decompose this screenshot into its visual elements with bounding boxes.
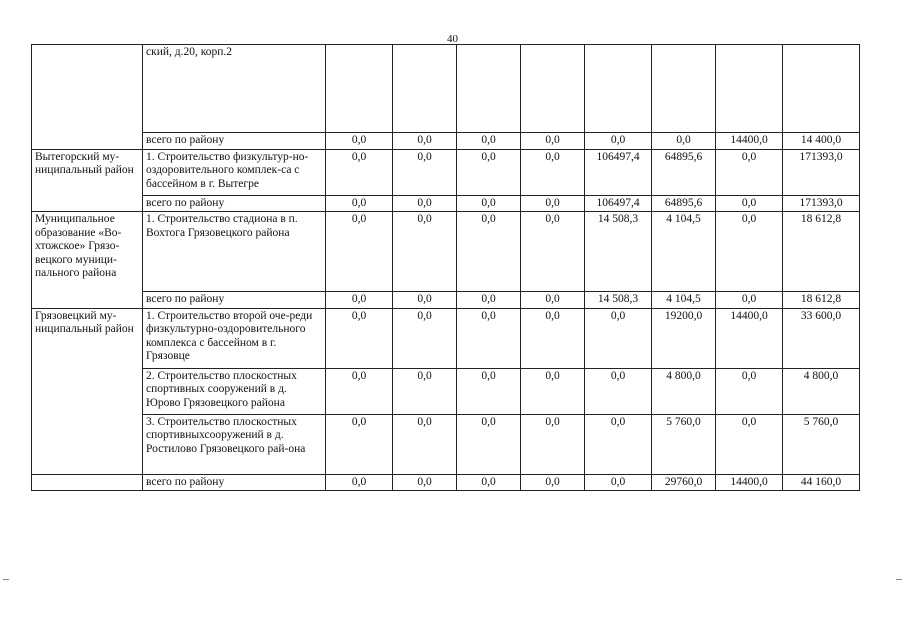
table-row xyxy=(32,45,860,133)
page-number: 40 xyxy=(447,33,458,45)
value-cell: 0,0 xyxy=(326,292,393,309)
value-cell: 0,0 xyxy=(585,414,652,474)
table-row xyxy=(32,149,860,195)
value-cell: 0,0 xyxy=(393,414,457,474)
value-cell: 0,0 xyxy=(326,368,393,414)
value-cell: 0,0 xyxy=(716,368,783,414)
value-cell: 0,0 xyxy=(521,133,585,150)
value-cell: 0,0 xyxy=(716,212,783,292)
value-cell: 0,0 xyxy=(393,212,457,292)
value-cell: 0,0 xyxy=(521,212,585,292)
value-cell: 33 600,0 xyxy=(783,308,860,368)
value-cell: 171393,0 xyxy=(783,149,860,195)
value-cell: 5 760,0 xyxy=(783,414,860,474)
district-cell xyxy=(32,474,143,491)
value-cell: 0,0 xyxy=(457,474,521,491)
value-cell: 0,0 xyxy=(457,212,521,292)
value-cell: 0,0 xyxy=(521,149,585,195)
project-cell: 3. Строительство плоскостных спортивныхсооружений в д. Ростилово Грязовецкого рай-она xyxy=(143,414,326,474)
value-cell: 0,0 xyxy=(521,414,585,474)
value-cell: 0,0 xyxy=(326,149,393,195)
value-cell: 64895,6 xyxy=(652,195,716,212)
table-row xyxy=(32,368,860,414)
value-cell: 0,0 xyxy=(652,133,716,150)
value-cell: 0,0 xyxy=(393,474,457,491)
project-cell: ский, д.20, корп.2 xyxy=(143,45,326,133)
value-cell xyxy=(393,45,457,133)
value-cell: 0,0 xyxy=(393,149,457,195)
value-cell: 0,0 xyxy=(585,368,652,414)
value-cell: 0,0 xyxy=(716,149,783,195)
value-cell: 0,0 xyxy=(716,292,783,309)
value-cell xyxy=(326,45,393,133)
value-cell: 14 508,3 xyxy=(585,292,652,309)
value-cell: 106497,4 xyxy=(585,149,652,195)
value-cell: 0,0 xyxy=(457,195,521,212)
value-cell: 19200,0 xyxy=(652,308,716,368)
value-cell xyxy=(716,45,783,133)
value-cell: 0,0 xyxy=(521,368,585,414)
value-cell: 14 508,3 xyxy=(585,212,652,292)
value-cell: 0,0 xyxy=(585,308,652,368)
value-cell: 0,0 xyxy=(521,292,585,309)
value-cell: 0,0 xyxy=(326,308,393,368)
value-cell: 29760,0 xyxy=(652,474,716,491)
project-cell: 2. Строительство плоскостных спортивных сооружений в д. Юрово Грязовецкого района xyxy=(143,368,326,414)
value-cell: 0,0 xyxy=(457,292,521,309)
table-row xyxy=(32,195,860,212)
edge-mark-right xyxy=(896,579,902,580)
value-cell: 0,0 xyxy=(393,368,457,414)
value-cell: 0,0 xyxy=(457,414,521,474)
project-cell: всего по району xyxy=(143,474,326,491)
value-cell xyxy=(457,45,521,133)
project-cell: всего по району xyxy=(143,292,326,309)
value-cell xyxy=(585,45,652,133)
edge-mark-left xyxy=(3,579,9,580)
table-row xyxy=(32,414,860,474)
district-cell: Муниципальное образование «Во-хтожское» Грязо-вецкого муници-пального района xyxy=(32,212,143,309)
table-row xyxy=(32,212,860,292)
value-cell: 0,0 xyxy=(326,133,393,150)
value-cell: 5 760,0 xyxy=(652,414,716,474)
value-cell: 4 104,5 xyxy=(652,212,716,292)
value-cell: 14400,0 xyxy=(716,133,783,150)
value-cell: 18 612,8 xyxy=(783,212,860,292)
value-cell xyxy=(521,45,585,133)
table-row xyxy=(32,308,860,368)
value-cell: 106497,4 xyxy=(585,195,652,212)
value-cell: 4 800,0 xyxy=(783,368,860,414)
value-cell: 0,0 xyxy=(521,195,585,212)
project-cell: 1. Строительство стадиона в п. Вохтога Грязовецкого района xyxy=(143,212,326,292)
value-cell: 4 800,0 xyxy=(652,368,716,414)
district-cell xyxy=(32,45,143,150)
value-cell: 0,0 xyxy=(393,292,457,309)
project-cell: всего по району xyxy=(143,195,326,212)
value-cell: 14400,0 xyxy=(716,474,783,491)
value-cell: 0,0 xyxy=(393,308,457,368)
table-row xyxy=(32,292,860,309)
value-cell: 0,0 xyxy=(326,195,393,212)
funding-table xyxy=(31,44,860,491)
district-cell: Грязовецкий му-ниципальный район xyxy=(32,308,143,474)
value-cell: 44 160,0 xyxy=(783,474,860,491)
value-cell: 0,0 xyxy=(457,368,521,414)
value-cell: 0,0 xyxy=(716,195,783,212)
table-row xyxy=(32,474,860,491)
value-cell: 4 104,5 xyxy=(652,292,716,309)
value-cell: 171393,0 xyxy=(783,195,860,212)
value-cell: 14 400,0 xyxy=(783,133,860,150)
value-cell: 18 612,8 xyxy=(783,292,860,309)
value-cell: 0,0 xyxy=(521,308,585,368)
value-cell: 0,0 xyxy=(457,308,521,368)
value-cell: 0,0 xyxy=(716,414,783,474)
value-cell: 0,0 xyxy=(585,133,652,150)
value-cell: 0,0 xyxy=(457,133,521,150)
value-cell: 0,0 xyxy=(326,474,393,491)
value-cell: 0,0 xyxy=(585,474,652,491)
project-cell: 1. Строительство физкультур-но-оздоровительного комплек-са с бассейном в г. Вытегре xyxy=(143,149,326,195)
value-cell: 0,0 xyxy=(457,149,521,195)
project-cell: 1. Строительство второй оче-реди физкультурно-оздоровительного комплекса с бассейном в г. Грязовце xyxy=(143,308,326,368)
value-cell: 0,0 xyxy=(393,133,457,150)
value-cell: 0,0 xyxy=(326,414,393,474)
value-cell xyxy=(783,45,860,133)
value-cell: 64895,6 xyxy=(652,149,716,195)
value-cell: 0,0 xyxy=(393,195,457,212)
district-cell: Вытегорский му-ниципальный район xyxy=(32,149,143,212)
value-cell xyxy=(652,45,716,133)
table-row xyxy=(32,133,860,150)
value-cell: 0,0 xyxy=(326,212,393,292)
project-cell: всего по району xyxy=(143,133,326,150)
value-cell: 14400,0 xyxy=(716,308,783,368)
value-cell: 0,0 xyxy=(521,474,585,491)
